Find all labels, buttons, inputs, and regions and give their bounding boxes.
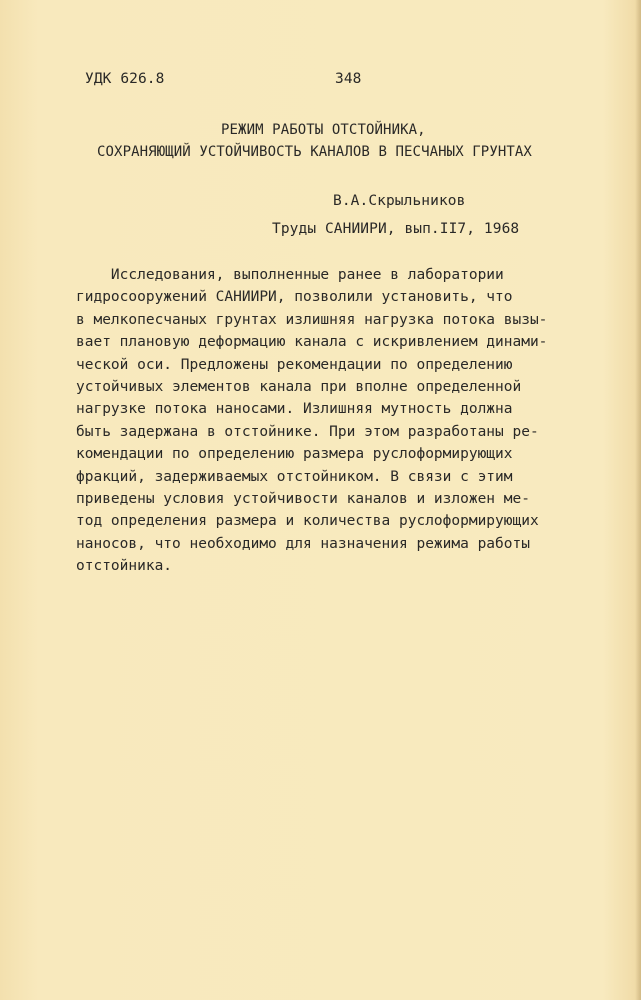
publication-source: Труды САНИИРИ, вып.II7, 1968: [272, 221, 520, 237]
udk-code: УДК 626.8: [85, 71, 165, 87]
abstract-line: в мелкопесчаных грунтах излишняя нагрузка потока вызы-: [76, 311, 548, 328]
abstract-text: [76, 264, 576, 578]
title-line-1: РЕЖИМ РАБОТЫ ОТСТОЙНИКА,: [221, 122, 426, 138]
abstract-line: тод определения размера и количества руслоформирующих: [76, 513, 539, 530]
abstract-line: наносов, что необходимо для назначения режима работы: [76, 535, 530, 552]
abstract-line: отстойника.: [76, 558, 173, 575]
abstract-line: устойчивых элементов канала при вполне определенной: [76, 379, 522, 396]
abstract-line: ческой оси. Предложены рекомендации по определению: [76, 356, 513, 373]
page-number: 348: [335, 71, 362, 87]
abstract-line: быть задержана в отстойнике. При этом разработаны ре-: [76, 423, 539, 440]
title-line-2: СОХРАНЯЮЩИЙ УСТОЙЧИВОСТЬ КАНАЛОВ В ПЕСЧАНЫХ ГРУНТАХ: [97, 144, 532, 160]
abstract-line: фракций, задерживаемых отстойником. В связи с этим: [76, 468, 513, 485]
abstract-line: гидросооружений САНИИРИ, позволили установить, что: [76, 289, 513, 306]
page-edge-shadow: [635, 0, 641, 1000]
author-name: В.А.Скрыльников: [333, 193, 466, 209]
abstract-line: нагрузке потока наносами. Излишняя мутность должна: [76, 401, 513, 418]
abstract-line: приведены условия устойчивости каналов и изложен ме-: [76, 491, 530, 508]
abstract-line: Исследования, выполненные ранее в лаборатории: [76, 267, 504, 283]
abstract-line: комендации по определению размера руслоформирующих: [76, 446, 513, 463]
abstract-line: вает плановую деформацию канала с искривлением динами-: [76, 334, 548, 351]
